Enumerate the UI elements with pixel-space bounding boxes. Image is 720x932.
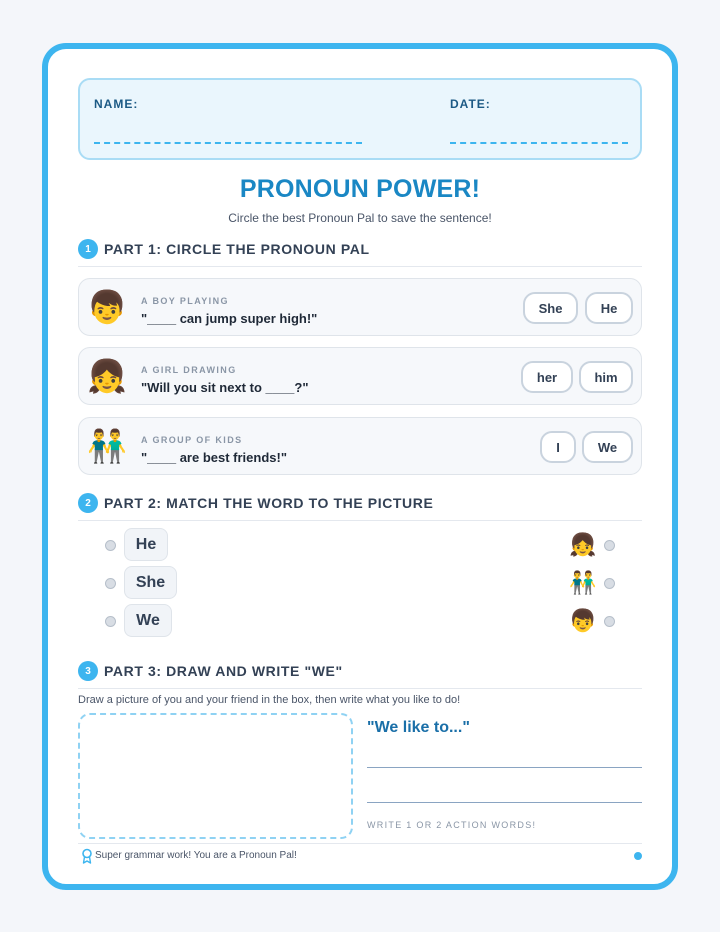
we-like-prompt: "We like to..." <box>367 719 470 736</box>
part3-instruction: Draw a picture of you and your friend in the box, then write what you like to do! <box>78 694 461 706</box>
girl-emoji-icon: 👧 <box>87 357 127 395</box>
kids-picture-icon: 👬 <box>569 571 597 596</box>
card-caption: A GROUP OF KIDS <box>141 435 243 445</box>
name-date-box <box>78 78 642 160</box>
part1-title: PART 1: CIRCLE THE PRONOUN PAL <box>104 241 370 257</box>
boy-picture-icon: 👦 <box>569 609 597 634</box>
drawing-box[interactable] <box>78 713 353 839</box>
part2-title: PART 2: MATCH THE WORD TO THE PICTURE <box>104 495 434 511</box>
footer-dot <box>634 852 642 860</box>
pronoun-card-group <box>78 417 642 475</box>
option-him-button[interactable]: him <box>579 361 633 393</box>
kids-emoji-icon: 👬 <box>87 427 127 465</box>
footer-text: Super grammar work! You are a Pronoun Pal! <box>95 850 297 861</box>
pronoun-card-boy <box>78 278 642 336</box>
writing-line-1[interactable] <box>367 767 642 768</box>
worksheet <box>42 43 678 890</box>
card-sentence: "____ are best friends!" <box>141 450 288 465</box>
card-caption: A GIRL DRAWING <box>141 365 237 375</box>
picture-dot-boy[interactable] <box>604 616 615 627</box>
option-her-button[interactable]: her <box>521 361 573 393</box>
girl-picture-icon: 👧 <box>569 533 597 558</box>
card-sentence: "____ can jump super high!" <box>141 311 318 326</box>
part3-number: 3 <box>78 661 98 681</box>
page-title: PRONOUN POWER! <box>239 175 481 203</box>
part3-title: PART 3: DRAW AND WRITE "WE" <box>104 663 343 679</box>
name-line[interactable] <box>94 142 362 144</box>
part1-number: 1 <box>78 239 98 259</box>
part2-number: 2 <box>78 493 98 513</box>
boy-emoji-icon: 👦 <box>87 288 127 326</box>
writing-line-2[interactable] <box>367 802 642 803</box>
word-dot-he[interactable] <box>105 540 116 551</box>
match-word-she[interactable]: She <box>124 566 177 599</box>
name-label: NAME: <box>94 97 139 111</box>
page-subtitle: Circle the best Pronoun Pal to save the sentence! <box>228 211 492 225</box>
match-word-we[interactable]: We <box>124 604 172 637</box>
word-dot-she[interactable] <box>105 578 116 589</box>
card-caption: A BOY PLAYING <box>141 296 229 306</box>
part2-header <box>78 493 642 521</box>
picture-dot-kids[interactable] <box>604 578 615 589</box>
date-label: DATE: <box>450 97 491 111</box>
match-word-he[interactable]: He <box>124 528 168 561</box>
option-we-button[interactable]: We <box>582 431 633 463</box>
word-dot-we[interactable] <box>105 616 116 627</box>
option-she-button[interactable]: She <box>523 292 578 324</box>
date-line[interactable] <box>450 142 628 144</box>
card-sentence: "Will you sit next to ____?" <box>141 380 309 395</box>
pronoun-card-girl <box>78 347 642 405</box>
award-ribbon-icon <box>80 848 94 864</box>
footer-divider <box>78 843 642 844</box>
option-i-button[interactable]: I <box>540 431 576 463</box>
writing-caption: WRITE 1 OR 2 ACTION WORDS! <box>367 820 537 830</box>
picture-dot-girl[interactable] <box>604 540 615 551</box>
part3-header <box>78 661 642 689</box>
part1-header <box>78 239 642 267</box>
option-he-button[interactable]: He <box>585 292 633 324</box>
